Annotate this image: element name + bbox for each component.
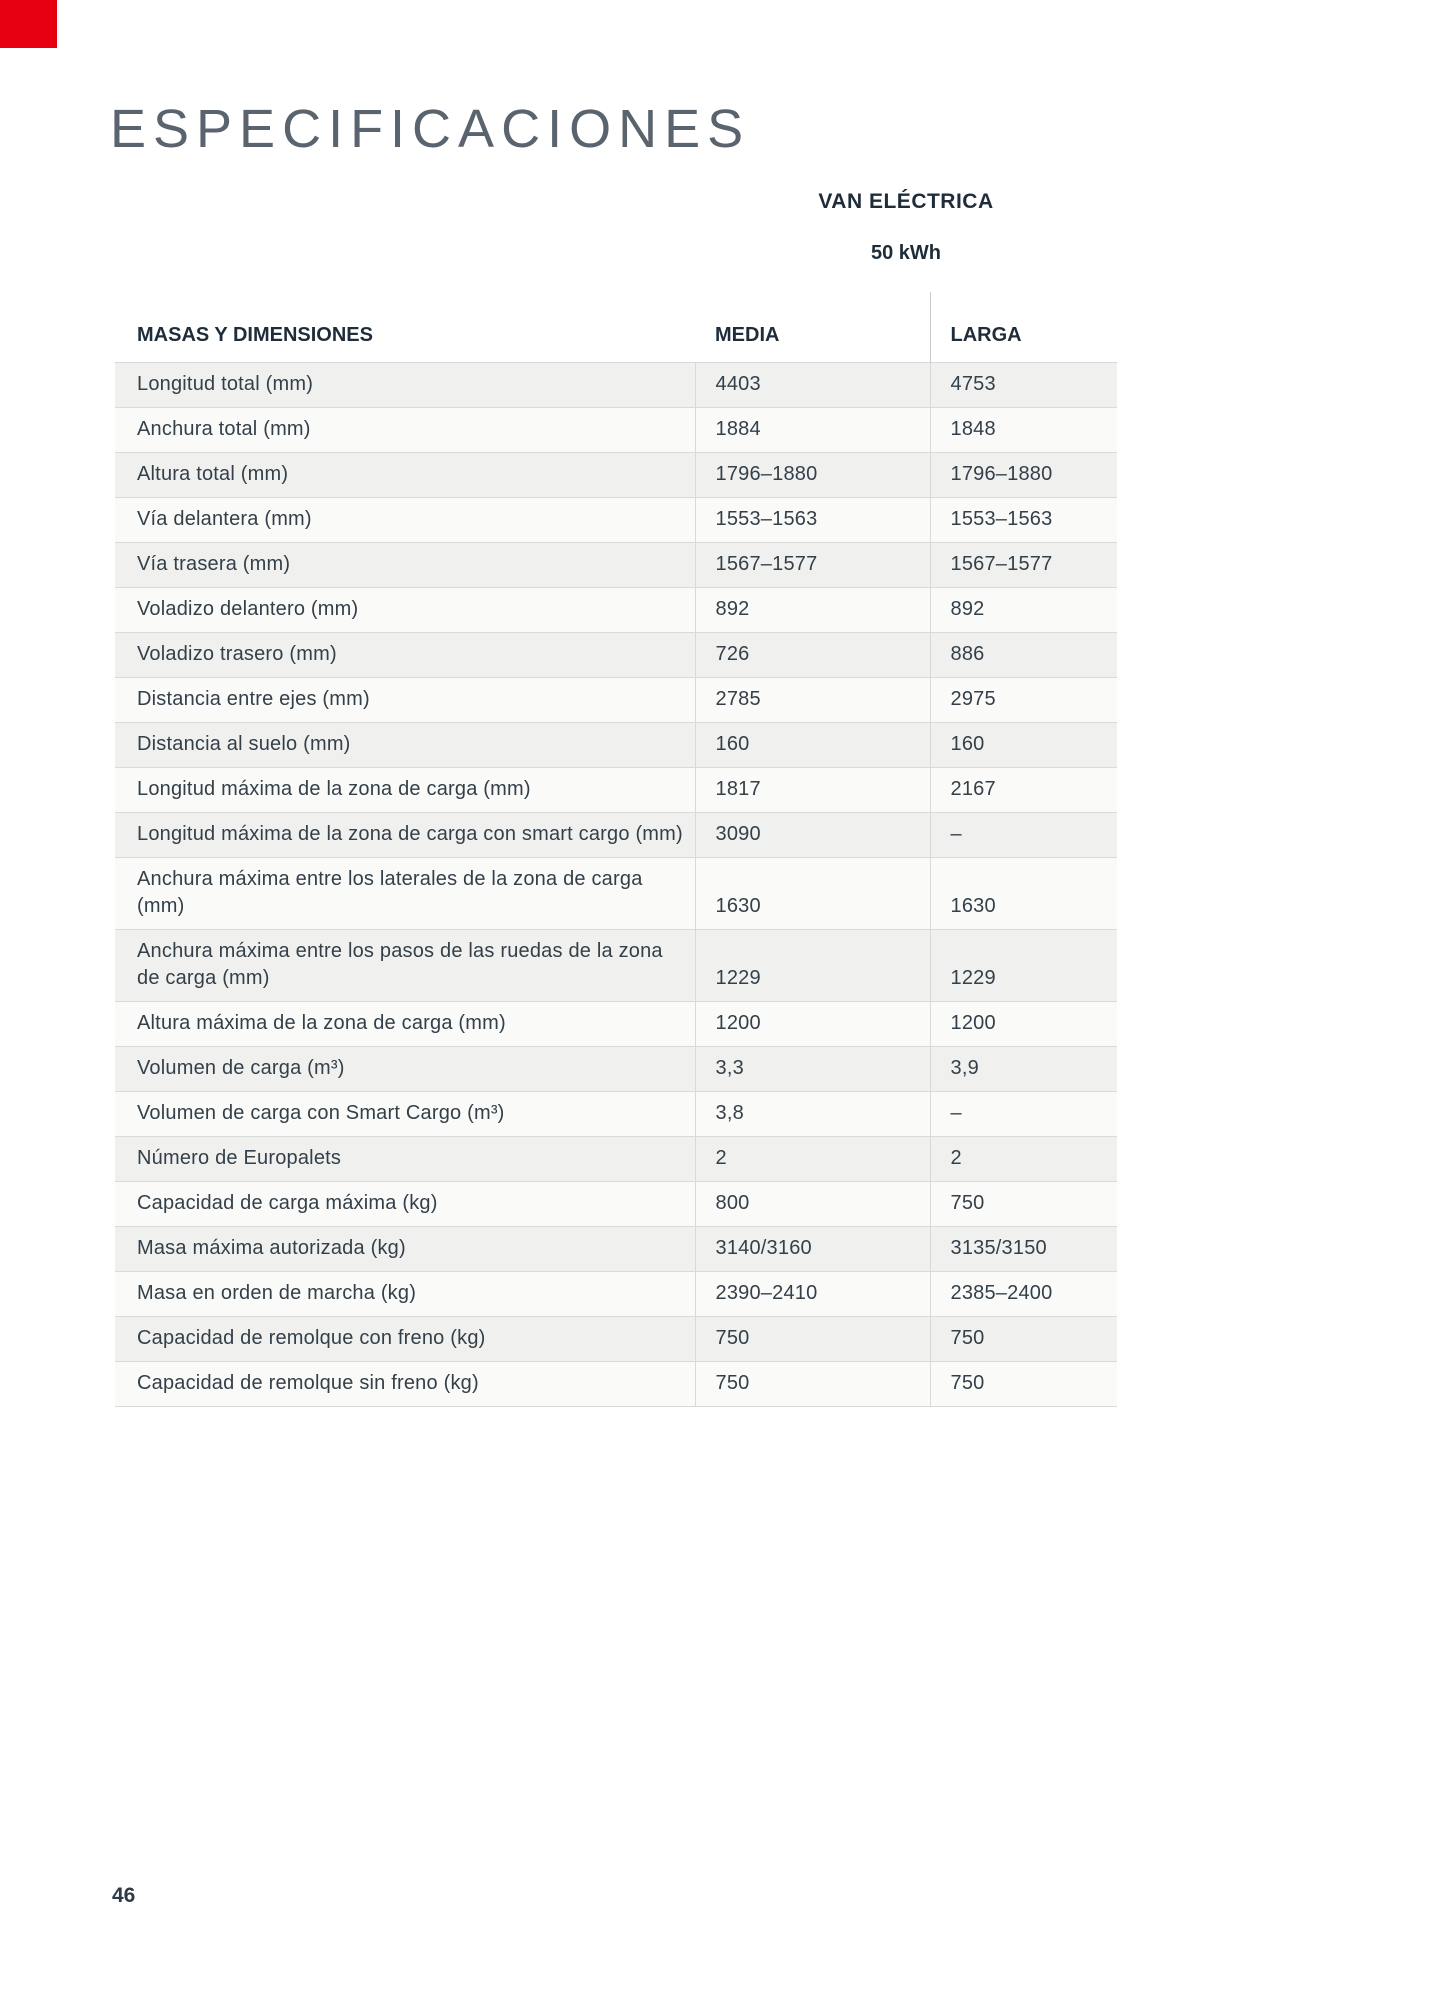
table-row <box>115 1227 1117 1272</box>
cell-larga: 892 <box>930 588 1117 633</box>
cell-larga: 1848 <box>930 408 1117 453</box>
cell-media: 2 <box>695 1137 930 1182</box>
spec-table-rows <box>115 363 1117 1407</box>
table-row <box>115 1092 1117 1137</box>
cell-label: Volumen de carga (m³) <box>115 1047 695 1092</box>
cell-label: Distancia entre ejes (mm) <box>115 678 695 723</box>
cell-label: Longitud máxima de la zona de carga con smart cargo (mm) <box>115 813 695 858</box>
cell-larga: 1229 <box>930 930 1117 1002</box>
column-header-media: MEDIA <box>695 292 930 363</box>
page-title: ESPECIFICACIONES <box>110 99 751 159</box>
spec-table-head <box>115 292 1117 363</box>
cell-media: 1817 <box>695 768 930 813</box>
table-row <box>115 1317 1117 1362</box>
table-row <box>115 363 1117 408</box>
cell-larga: 750 <box>930 1182 1117 1227</box>
table-group-header <box>695 190 1117 265</box>
cell-label: Capacidad de remolque con freno (kg) <box>115 1317 695 1362</box>
cell-larga: 750 <box>930 1317 1117 1362</box>
table-row <box>115 723 1117 768</box>
table-row <box>115 1137 1117 1182</box>
cell-larga: – <box>930 1092 1117 1137</box>
cell-larga: 750 <box>930 1362 1117 1407</box>
cell-media: 1567–1577 <box>695 543 930 588</box>
cell-media: 726 <box>695 633 930 678</box>
cell-media: 1884 <box>695 408 930 453</box>
cell-larga: 2975 <box>930 678 1117 723</box>
column-header-label: MASAS Y DIMENSIONES <box>115 292 695 363</box>
cell-label: Voladizo delantero (mm) <box>115 588 695 633</box>
cell-larga: 886 <box>930 633 1117 678</box>
table-row <box>115 1362 1117 1407</box>
cell-media: 1200 <box>695 1002 930 1047</box>
cell-media: 1229 <box>695 930 930 1002</box>
cell-label: Altura total (mm) <box>115 453 695 498</box>
cell-larga: 1553–1563 <box>930 498 1117 543</box>
page-number: 46 <box>112 1884 136 1907</box>
cell-media: 3,8 <box>695 1092 930 1137</box>
cell-larga: 1200 <box>930 1002 1117 1047</box>
cell-media: 2785 <box>695 678 930 723</box>
cell-label: Masa en orden de marcha (kg) <box>115 1272 695 1317</box>
group-subheader-battery: 50 kWh <box>870 242 942 264</box>
group-header-van-electrica: VAN ELÉCTRICA <box>818 190 994 213</box>
cell-larga: 2385–2400 <box>930 1272 1117 1317</box>
cell-media: 4403 <box>695 363 930 408</box>
cell-label: Anchura máxima entre los pasos de las ruedas de la zona de carga (mm) <box>115 930 695 1002</box>
table-row <box>115 1272 1117 1317</box>
table-row <box>115 930 1117 1002</box>
cell-media: 1796–1880 <box>695 453 930 498</box>
table-row <box>115 453 1117 498</box>
cell-media: 160 <box>695 723 930 768</box>
table-row <box>115 498 1117 543</box>
cell-larga: 4753 <box>930 363 1117 408</box>
cell-label: Distancia al suelo (mm) <box>115 723 695 768</box>
table-row <box>115 588 1117 633</box>
table-row <box>115 1047 1117 1092</box>
brand-logo-block <box>0 0 57 48</box>
cell-media: 3090 <box>695 813 930 858</box>
column-header-larga: LARGA <box>930 292 1117 363</box>
cell-larga: 1630 <box>930 858 1117 930</box>
cell-media: 1630 <box>695 858 930 930</box>
cell-media: 2390–2410 <box>695 1272 930 1317</box>
cell-larga: 2167 <box>930 768 1117 813</box>
cell-larga: 1796–1880 <box>930 453 1117 498</box>
cell-label: Anchura total (mm) <box>115 408 695 453</box>
cell-larga: – <box>930 813 1117 858</box>
cell-label: Voladizo trasero (mm) <box>115 633 695 678</box>
cell-media: 750 <box>695 1362 930 1407</box>
cell-larga: 1567–1577 <box>930 543 1117 588</box>
cell-label: Capacidad de carga máxima (kg) <box>115 1182 695 1227</box>
cell-media: 750 <box>695 1317 930 1362</box>
cell-label: Capacidad de remolque sin freno (kg) <box>115 1362 695 1407</box>
cell-media: 892 <box>695 588 930 633</box>
table-row <box>115 768 1117 813</box>
cell-label: Vía trasera (mm) <box>115 543 695 588</box>
cell-label: Altura máxima de la zona de carga (mm) <box>115 1002 695 1047</box>
cell-media: 800 <box>695 1182 930 1227</box>
table-row <box>115 543 1117 588</box>
cell-media: 3140/3160 <box>695 1227 930 1272</box>
cell-label: Número de Europalets <box>115 1137 695 1182</box>
cell-label: Longitud total (mm) <box>115 363 695 408</box>
cell-label: Vía delantera (mm) <box>115 498 695 543</box>
header-row <box>115 292 1117 363</box>
cell-larga: 160 <box>930 723 1117 768</box>
cell-label: Volumen de carga con Smart Cargo (m³) <box>115 1092 695 1137</box>
cell-label: Longitud máxima de la zona de carga (mm) <box>115 768 695 813</box>
table-row <box>115 1182 1117 1227</box>
table-row <box>115 678 1117 723</box>
cell-media: 3,3 <box>695 1047 930 1092</box>
cell-media: 1553–1563 <box>695 498 930 543</box>
spec-table <box>115 292 1117 1407</box>
cell-larga: 3,9 <box>930 1047 1117 1092</box>
cell-label: Anchura máxima entre los laterales de la zona de carga (mm) <box>115 858 695 930</box>
cell-larga: 3135/3150 <box>930 1227 1117 1272</box>
table-row <box>115 408 1117 453</box>
table-row <box>115 1002 1117 1047</box>
spec-table-section <box>115 190 1117 1407</box>
cell-larga: 2 <box>930 1137 1117 1182</box>
table-row <box>115 813 1117 858</box>
table-row <box>115 633 1117 678</box>
cell-label: Masa máxima autorizada (kg) <box>115 1227 695 1272</box>
table-row <box>115 858 1117 930</box>
